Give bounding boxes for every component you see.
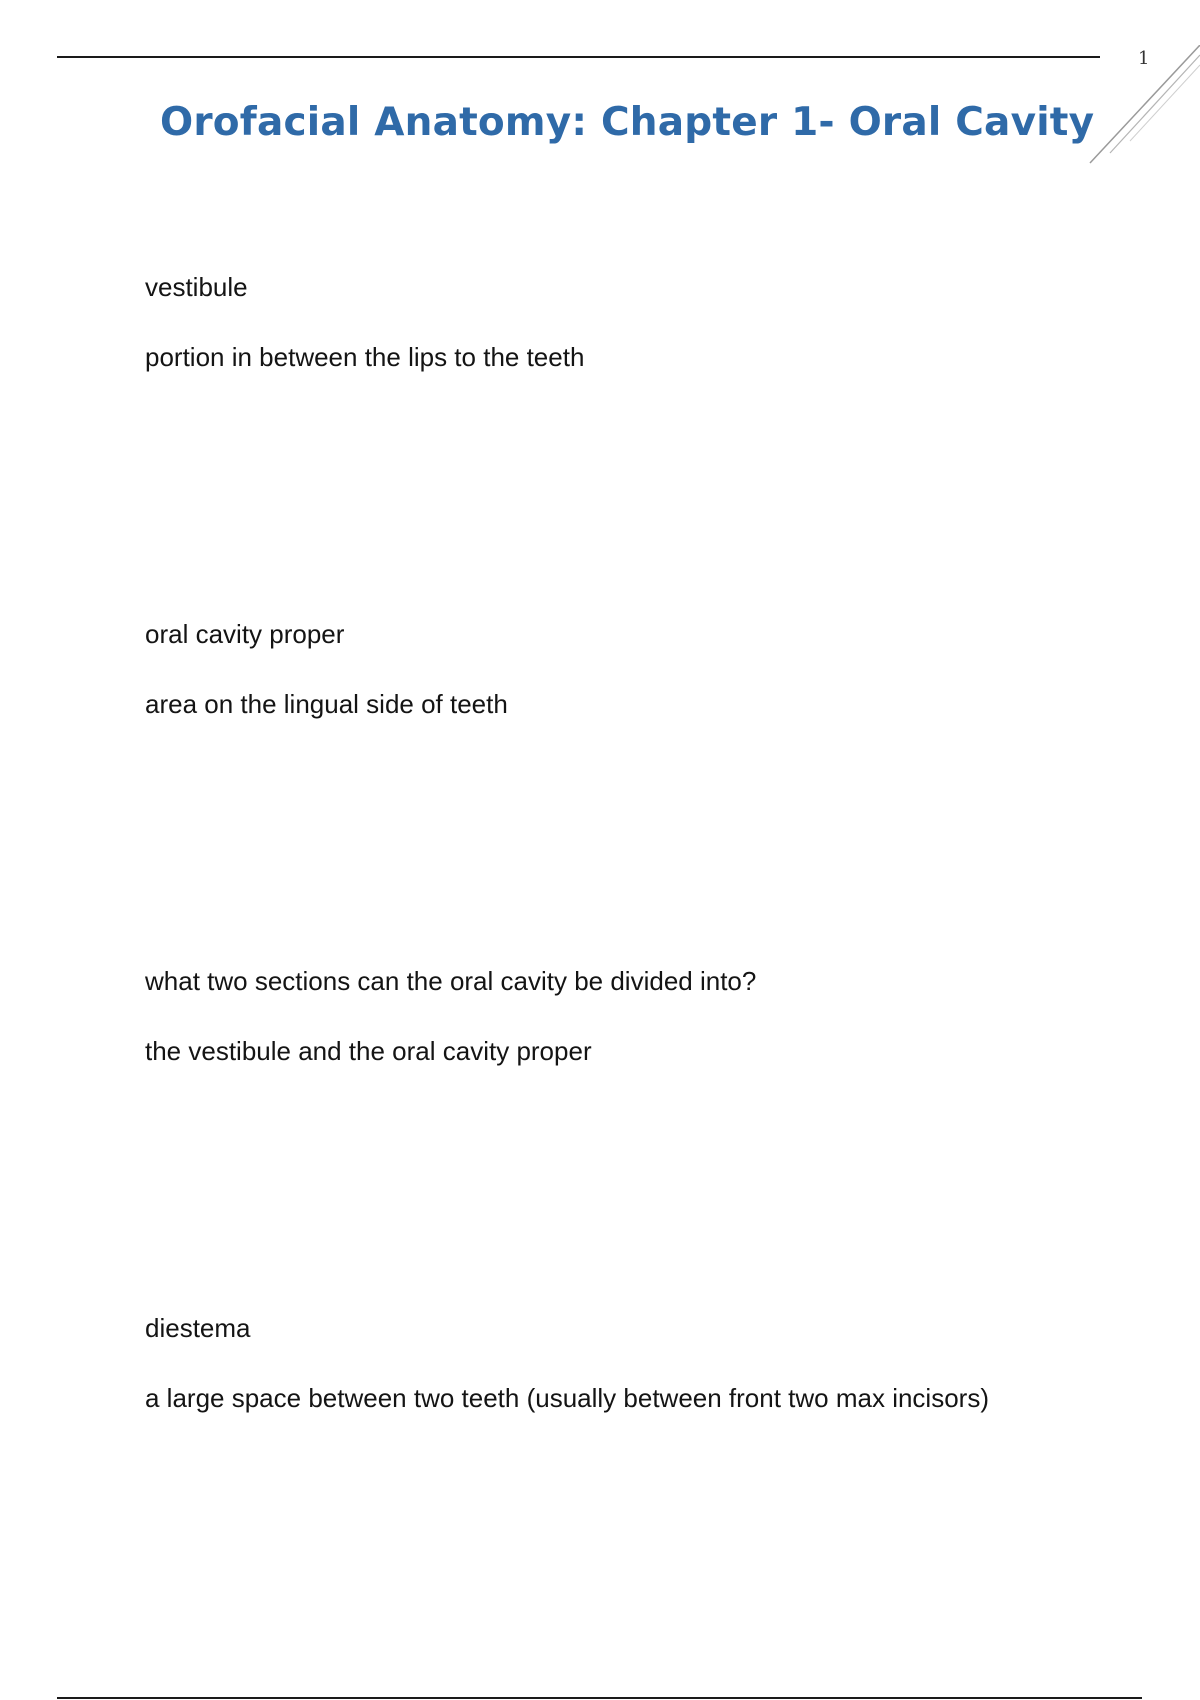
flashcard-definition: a large space between two teeth (usually between front two max incisors) <box>145 1383 989 1413</box>
flashcard-term: what two sections can the oral cavity be divided into? <box>145 966 757 996</box>
flashcard-definition: the vestibule and the oral cavity proper <box>145 1036 592 1066</box>
flashcard-term: oral cavity proper <box>145 619 345 649</box>
flashcard <box>145 619 1145 719</box>
flashcard <box>145 966 1145 1066</box>
footer-rule <box>57 1697 1142 1699</box>
header-rule <box>57 56 1100 58</box>
flashcard <box>145 272 1145 372</box>
document-title: Orofacial Anatomy: Chapter 1- Oral Cavity <box>160 100 1095 145</box>
flashcard-definition: portion in between the lips to the teeth <box>145 342 585 372</box>
flashcard-term: vestibule <box>145 272 248 302</box>
corner-ornament <box>1085 45 1200 170</box>
flashcard-term: diestema <box>145 1313 251 1343</box>
page-number: 1 <box>1138 48 1150 69</box>
flashcard-definition: area on the lingual side of teeth <box>145 689 508 719</box>
flashcard <box>145 1313 1145 1413</box>
